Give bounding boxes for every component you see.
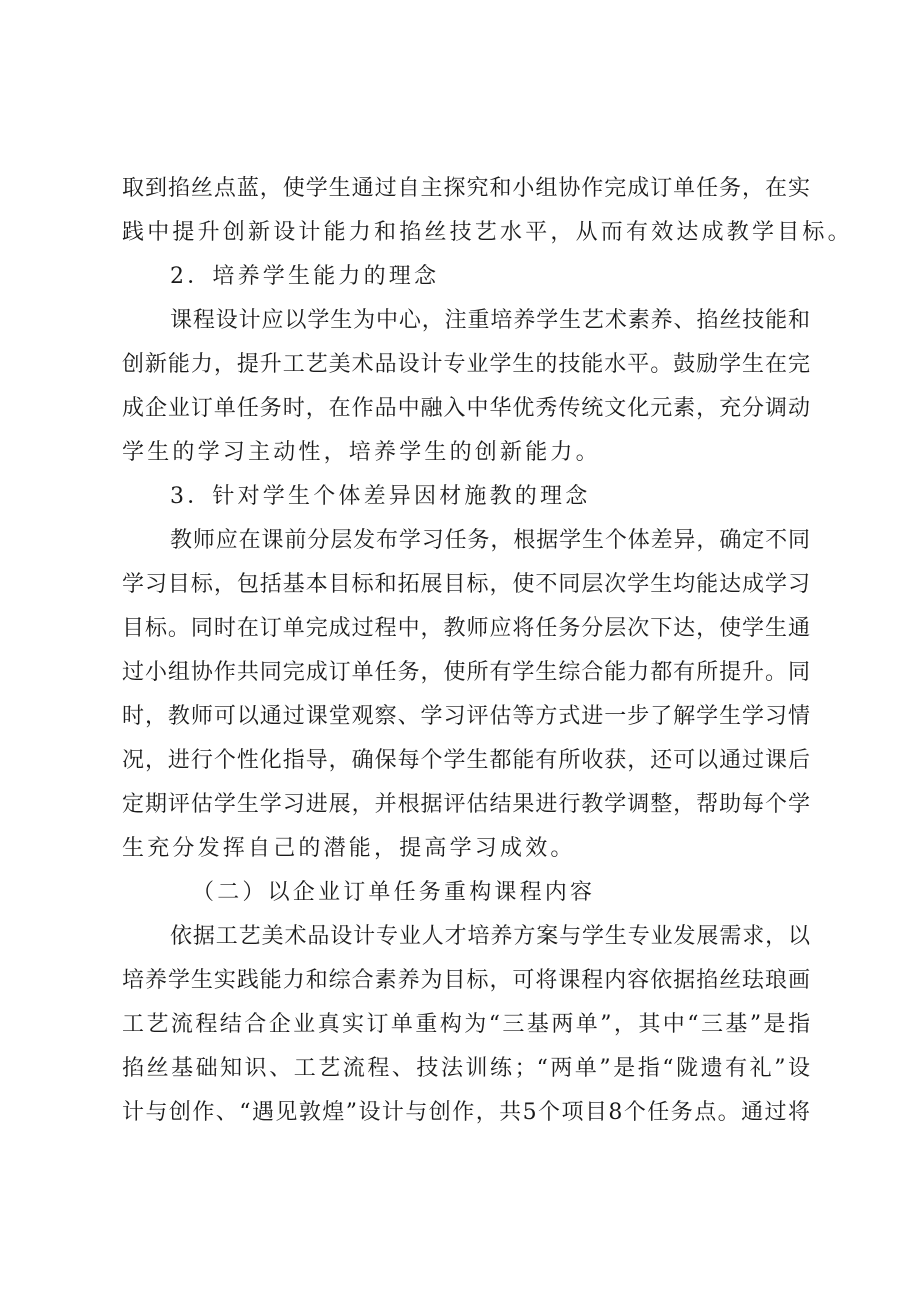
paragraph-line: 学生的学习主动性，培养学生的创新能力。 <box>122 440 601 465</box>
paragraph-line: 掐丝基础知识、工艺流程、技法训练；“两单”是指“陇遗有礼”设 <box>122 1056 810 1081</box>
paragraph-line: 课程设计应以学生为中心，注重培养学生艺术素养、掐丝技能和 <box>170 308 810 333</box>
paragraph-line: 依据工艺美术品设计专业人才培养方案与学生专业发展需求，以 <box>170 924 810 949</box>
paragraph-line: 学习目标，包括基本目标和拓展目标，使不同层次学生均能达成学习 <box>122 572 810 597</box>
document-body <box>122 167 853 1135</box>
paragraph-line: 培养学生实践能力和综合素养为目标，可将课程内容依据掐丝珐琅画 <box>122 968 810 993</box>
section-heading: 3．针对学生个体差异因材施教的理念 <box>170 484 591 509</box>
paragraph-line: 成企业订单任务时，在作品中融入中华优秀传统文化元素，充分调动 <box>122 396 810 421</box>
paragraph-line: 时，教师可以通过课堂观察、学习评估等方式进一步了解学生学习情 <box>122 704 810 729</box>
paragraph-line: 取到掐丝点蓝，使学生通过自主探究和小组协作完成订单任务，在实 <box>122 176 810 201</box>
paragraph-line: 创新能力，提升工艺美术品设计专业学生的技能水平。鼓励学生在完 <box>122 352 810 377</box>
paragraph-line: 践中提升创新设计能力和掐丝技艺水平，从而有效达成教学目标。 <box>122 220 853 245</box>
paragraph-line: 定期评估学生学习进展，并根据评估结果进行教学调整，帮助每个学 <box>122 792 810 817</box>
paragraph-line: 计与创作、“遇见敦煌”设计与创作，共5个项目8个任务点。通过将 <box>122 1100 810 1125</box>
paragraph-line: 教师应在课前分层发布学习任务，根据学生个体差异，确定不同 <box>170 528 810 553</box>
paragraph-line: 过小组协作共同完成订单任务，使所有学生综合能力都有所提升。同 <box>122 660 810 685</box>
section-heading: 2．培养学生能力的理念 <box>170 264 440 289</box>
paragraph-line: 工艺流程结合企业真实订单重构为“三基两单”，其中“三基”是指 <box>122 1012 810 1037</box>
paragraph-line: 生充分发挥自己的潜能，提高学习成效。 <box>122 836 576 861</box>
paragraph-line: 况，进行个性化指导，确保每个学生都能有所收获，还可以通过课后 <box>122 748 810 773</box>
paragraph-line: 目标。同时在订单完成过程中，教师应将任务分层次下达，使学生通 <box>122 616 810 641</box>
subsection-heading: （二）以企业订单任务重构课程内容 <box>192 880 596 905</box>
